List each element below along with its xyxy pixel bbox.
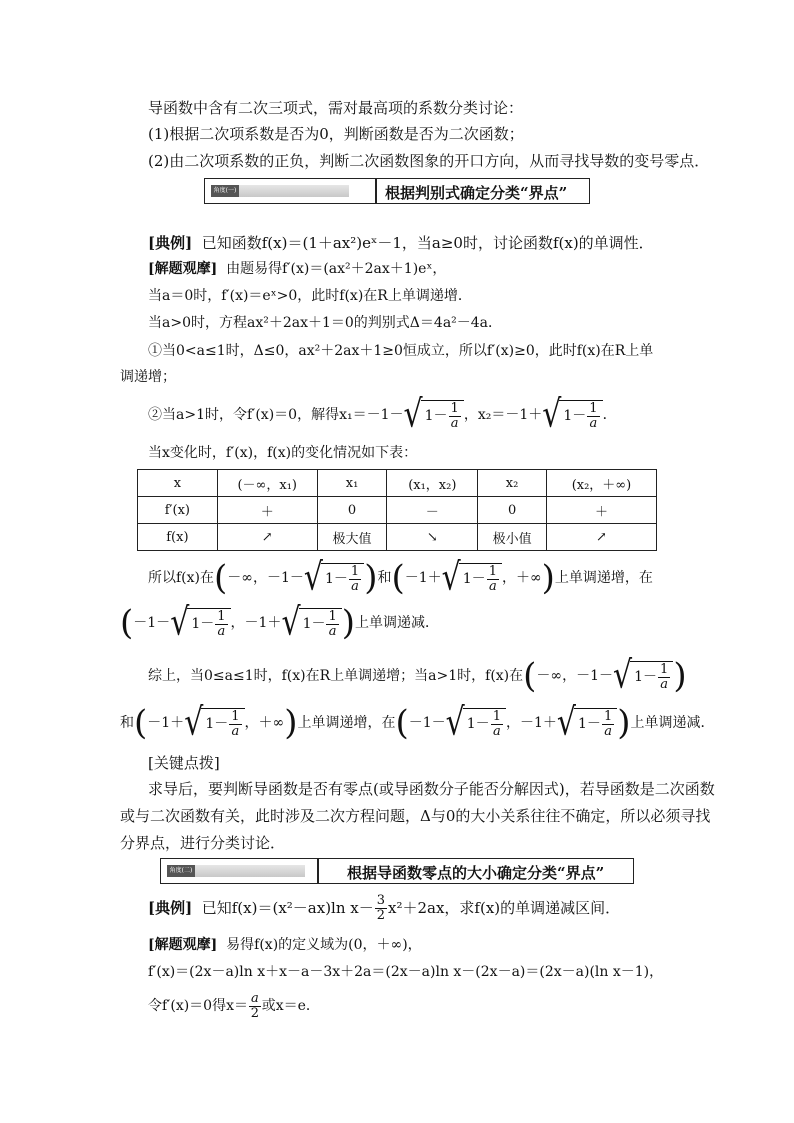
sqrt-expr: √ 1－ $\frac{1}{a}$ bbox=[557, 708, 617, 739]
example-2-statement: [典例] 已知f(x)＝(x²－ax)ln x－ $\frac{3}{2}$ x²＋2ax，求f(x)的单调递减区间． bbox=[148, 892, 621, 923]
table-cell: － bbox=[387, 497, 478, 524]
table-cell: 0 bbox=[478, 497, 547, 524]
conclusion-1-line-2: ( －1－ √ 1－ $\frac{1}{a}$ ，－1＋ √ 1－ $\frac{1}{a}$ ) 上单调递减． bbox=[120, 600, 440, 645]
solution-1-line-5: ②当a>1时，令f′(x)＝0，解得x₁＝－1－ √ 1－ $\frac{1}{a}$ ，x₂＝－1＋ √ 1－ $\frac{1}{a}$ ． bbox=[148, 392, 617, 437]
table-row bbox=[138, 497, 657, 524]
sqrt-expr: √ 1－ $\frac{1}{a}$ bbox=[613, 661, 673, 692]
solution-1-line-4b: 调递增； bbox=[120, 369, 176, 385]
table-cell: ＋ bbox=[217, 497, 317, 524]
fraction: $\frac{a}{2}$ bbox=[250, 990, 259, 1021]
section-banner-title: 根据导函数零点的大小确定分类“界点” bbox=[347, 864, 605, 882]
solution-2-line-2: f′(x)＝(2x－a)ln x＋x－a－3x＋2a＝(2x－a)ln x－(2x－a)＝(2x－a)(ln x－1)， bbox=[148, 964, 664, 980]
section-banner-title: 根据判别式确定分类“界点” bbox=[385, 184, 568, 202]
sqrt-expr: √ 1－ $\frac{1}{a}$ bbox=[542, 400, 602, 431]
banner-tag bbox=[167, 865, 305, 877]
intro-line-1: 导函数中含有二次三项式，需对最高项的系数分类讨论： bbox=[148, 99, 524, 117]
solution-1-line-4a: ①当0<a≤1时，Δ≤0，ax²＋2ax＋1≥0恒成立，所以f′(x)≥0，此时f(x)在R上单 bbox=[148, 343, 654, 359]
table-cell: (x₂，＋∞) bbox=[546, 470, 656, 497]
table-cell: x bbox=[138, 470, 218, 497]
table-cell: f(x) bbox=[138, 524, 218, 551]
banner-tag-label: 角度(二) bbox=[167, 865, 195, 877]
intro-line-3: (2)由二次项系数的正负，判断二次函数图象的开口方向，从而寻找导数的变号零点． bbox=[148, 152, 710, 170]
keypoint-label: [关键点拨] bbox=[148, 754, 220, 772]
sqrt-expr: √ 1－ $\frac{1}{a}$ bbox=[184, 708, 244, 739]
table-cell: ＋ bbox=[546, 497, 656, 524]
keypoint-line-3: 分界点，进行分类讨论． bbox=[120, 834, 286, 852]
intro-line-2: (1)根据二次项系数是否为0，判断函数是否为二次函数； bbox=[148, 125, 524, 143]
sqrt-expr: √ 1－ $\frac{1}{a}$ bbox=[404, 400, 464, 431]
sqrt-expr: √ 1－ $\frac{1}{a}$ bbox=[446, 708, 506, 739]
example-label: [典例] bbox=[148, 234, 193, 252]
variation-table bbox=[137, 469, 657, 551]
solution-1-line-2: 当a＝0时，f′(x)＝eˣ>0，此时f(x)在R上单调递增． bbox=[148, 288, 472, 304]
example-label: [典例] bbox=[148, 899, 193, 917]
sqrt-expr: √ 1－ $\frac{1}{a}$ bbox=[442, 563, 502, 594]
solution-1-line-1: [解题观摩] 由题易得f′(x)＝(ax²＋2ax＋1)eˣ， bbox=[148, 261, 447, 277]
table-cell: (－∞，x₁) bbox=[217, 470, 317, 497]
summary-line-2: 和 ( －1＋ √ 1－ $\frac{1}{a}$ ，＋∞ ) 上单调递增，在 ( －1－ √ 1－ $\frac{1}{a}$ ，－1＋ √ 1－ $\frac{1}{a}$ ) 上单调递减． bbox=[120, 700, 715, 745]
sqrt-expr: √ 1－ $\frac{1}{a}$ bbox=[304, 563, 364, 594]
solution-2-line-3: 令f′(x)＝0得x＝ $\frac{a}{2}$ 或x＝e． bbox=[148, 990, 320, 1021]
keypoint-line-1: 求导后，要判断导函数是否有零点(或导函数分子能否分解因式)，若导函数是二次函数 bbox=[148, 780, 715, 798]
table-cell: 极小值 bbox=[478, 524, 547, 551]
banner-tag bbox=[211, 185, 349, 197]
example-1-statement bbox=[148, 233, 654, 253]
solution-1-line-6: 当x变化时，f′(x)，f(x)的变化情况如下表： bbox=[148, 445, 418, 461]
section-banner-2 bbox=[160, 858, 634, 884]
solution-1-line-3: 当a>0时，方程ax²＋2ax＋1＝0的判别式Δ＝4a²－4a． bbox=[148, 315, 503, 331]
table-row bbox=[138, 524, 657, 551]
keypoint-line-2: 或与二次函数有关，此时涉及二次方程问题，Δ与0的大小关系往往不确定，所以必须寻找 bbox=[120, 807, 711, 825]
solution-label: [解题观摩] bbox=[148, 937, 218, 953]
table-cell: 0 bbox=[317, 497, 387, 524]
banner-tag-label: 角度(一) bbox=[211, 185, 239, 197]
section-banner-1 bbox=[204, 178, 590, 204]
sqrt-expr: √ 1－ $\frac{1}{a}$ bbox=[170, 608, 230, 639]
table-cell: ↗ bbox=[546, 524, 656, 551]
solution-label: [解题观摩] bbox=[148, 261, 218, 277]
sqrt-expr: √ 1－ $\frac{1}{a}$ bbox=[281, 608, 341, 639]
table-cell: ↗ bbox=[217, 524, 317, 551]
table-cell: x₁ bbox=[317, 470, 387, 497]
table-cell: f′(x) bbox=[138, 497, 218, 524]
solution-2-line-1: [解题观摩] 易得f(x)的定义域为(0，＋∞)， bbox=[148, 937, 422, 953]
table-cell: ↘ bbox=[387, 524, 478, 551]
table-cell: x₂ bbox=[478, 470, 547, 497]
table-row bbox=[138, 470, 657, 497]
table-cell: 极大值 bbox=[317, 524, 387, 551]
summary-line-1: 综上，当0≤a≤1时，f(x)在R上单调递增；当a>1时，f(x)在 ( －∞，－1－ √ 1－ $\frac{1}{a}$ ) bbox=[148, 653, 687, 698]
fraction: $\frac{3}{2}$ bbox=[376, 892, 386, 923]
example-text: 已知函数f(x)＝(1＋ax²)eˣ－1，当a≥0时，讨论函数f(x)的单调性． bbox=[201, 234, 654, 252]
table-cell: (x₁，x₂) bbox=[387, 470, 478, 497]
conclusion-1-line-1: 所以f(x)在 ( －∞，－1－ √ 1－ $\frac{1}{a}$ ) 和 ( －1＋ √ 1－ $\frac{1}{a}$ ，＋∞ ) 上单调递增，在 bbox=[148, 555, 653, 600]
